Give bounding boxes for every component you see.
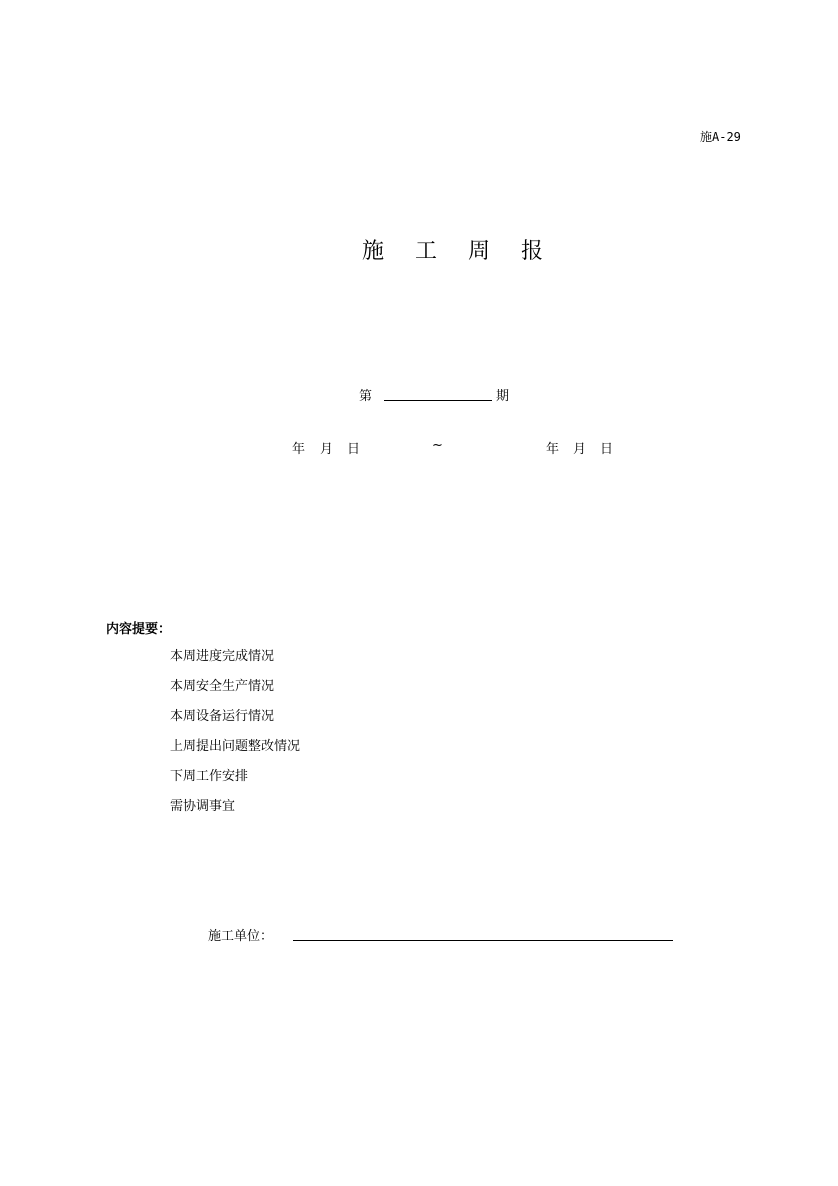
start-year-label: 年 xyxy=(292,442,306,457)
issue-number-blank[interactable] xyxy=(384,400,492,401)
page-title: 施 工 周 报 xyxy=(362,239,555,264)
end-day-label: 日 xyxy=(600,442,614,457)
issue-suffix-label: 期 xyxy=(496,389,510,404)
summary-item-coordination: 需协调事宜 xyxy=(170,799,236,814)
form-code: 施A-29 xyxy=(700,130,741,144)
summary-item-equipment: 本周设备运行情况 xyxy=(170,709,275,724)
start-day-label: 日 xyxy=(347,442,361,457)
construction-unit-label: 施工单位： xyxy=(208,929,274,944)
end-month-label: 月 xyxy=(573,442,587,457)
summary-item-safety: 本周安全生产情况 xyxy=(170,679,275,694)
start-month-label: 月 xyxy=(320,442,334,457)
issue-prefix-label: 第 xyxy=(359,389,373,404)
summary-list xyxy=(170,648,300,828)
end-year-label: 年 xyxy=(546,442,560,457)
construction-unit-blank[interactable] xyxy=(293,940,673,941)
summary-item-next-week-plan: 下周工作安排 xyxy=(170,769,249,784)
summary-item-rectification: 上周提出问题整改情况 xyxy=(170,739,301,754)
summary-item-progress: 本周进度完成情况 xyxy=(170,649,275,664)
period-separator: ~ xyxy=(432,438,443,453)
summary-heading: 内容提要： xyxy=(106,622,172,637)
